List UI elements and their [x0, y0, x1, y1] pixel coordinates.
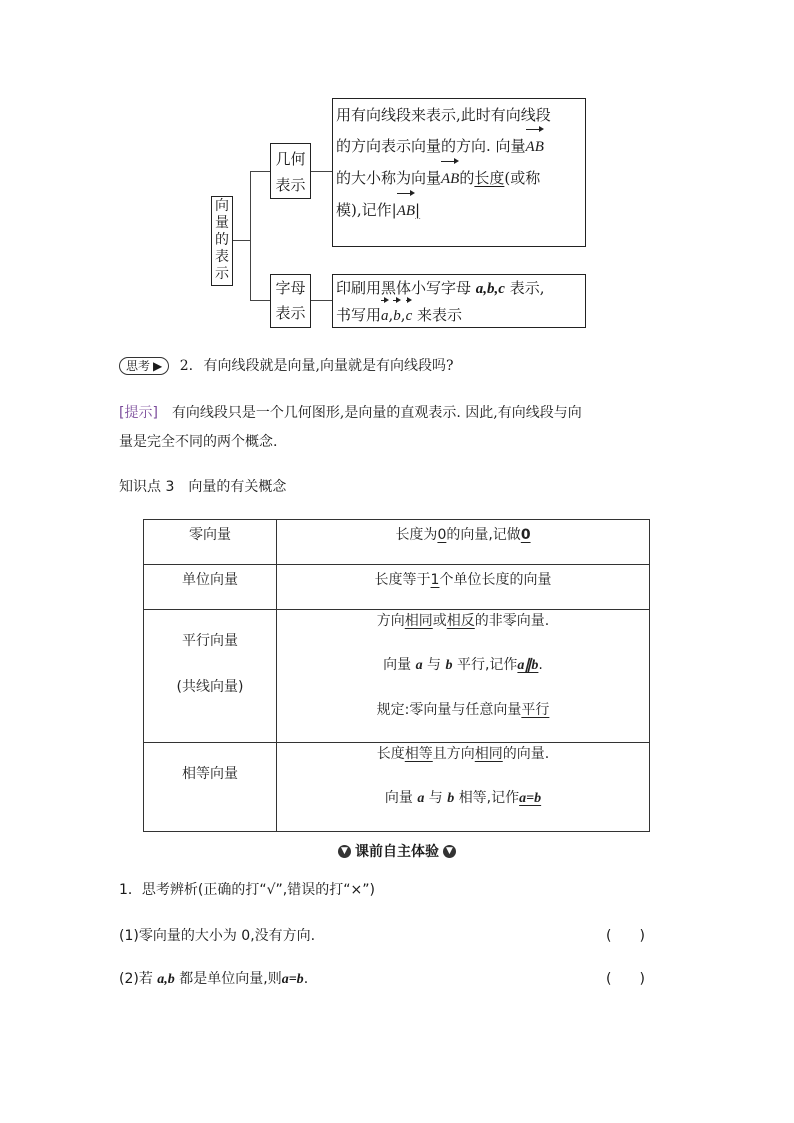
- answer-paren[interactable]: ( ): [606, 971, 645, 987]
- table-row: [144, 610, 650, 743]
- exercise-intro: 1．思考辨析(正确的打“√”,错误的打“×”): [119, 882, 375, 898]
- think-number: 2.: [179, 358, 194, 374]
- section-title: 知识点 3 向量的有关概念: [119, 479, 287, 495]
- banner-title: 课前自主体验: [355, 844, 439, 860]
- connector: [250, 300, 270, 301]
- concept-name: 单位向量: [144, 565, 277, 610]
- geo-line: 的大小称为向量AB的长度(或称: [336, 163, 585, 195]
- hint-tag: [提示]: [119, 405, 158, 421]
- connector: [311, 300, 332, 301]
- concepts-table: [143, 519, 650, 832]
- answer-paren[interactable]: ( ): [606, 928, 645, 944]
- connector: [311, 171, 332, 172]
- concept-name: 平行向量 (共线向量): [144, 610, 277, 743]
- letter-content-box: [332, 274, 586, 328]
- connector: [250, 171, 270, 172]
- vector-ab: AB: [441, 164, 459, 195]
- connector: [233, 240, 250, 241]
- vector-ab: AB: [397, 196, 415, 227]
- chevron-down-icon: ▼: [338, 845, 351, 858]
- chevron-down-icon: ▼: [443, 845, 456, 858]
- hint-line: [提示] 有向线段只是一个几何图形,是向量的直观表示. 因此,有向线段与向: [119, 405, 582, 421]
- exercise-q2: (2)若 a,b 都是单位向量,则a=b.: [119, 971, 309, 987]
- think-question: 有向线段就是向量,向量就是有向线段吗?: [203, 358, 454, 374]
- table-row: [144, 743, 650, 832]
- concept-desc: 长度为0的向量,记做0: [277, 520, 650, 565]
- table-row: [144, 565, 650, 610]
- geo-label-line: 几何: [275, 150, 306, 168]
- concept-desc: 长度相等且方向相同的向量. 向量 a 与 b 相等,记作a=b: [277, 743, 650, 832]
- concept-name: 零向量: [144, 520, 277, 565]
- geo-line: 的方向表示向量的方向. 向量AB: [336, 131, 585, 163]
- letter-line: 印刷用黑体小写字母 a,b,c 表示,: [336, 279, 545, 297]
- vector-ab: AB: [526, 132, 544, 163]
- connector: [250, 171, 251, 301]
- concept-desc: 长度等于1个单位长度的向量: [277, 565, 650, 610]
- letter-label-box: [270, 274, 311, 328]
- geo-label-line: 表示: [275, 176, 306, 194]
- hint-paragraph: [119, 399, 679, 457]
- think-row: [119, 356, 453, 376]
- concept-desc: 方向相同或相反的非零向量. 向量 a 与 b 平行,记作a∥b. 规定:零向量与任意向量平行: [277, 610, 650, 743]
- think-badge: 思考 ▶: [119, 357, 169, 375]
- geo-line: 用有向线段来表示,此时有向线段: [336, 106, 551, 124]
- letter-label-line: 表示: [275, 304, 306, 322]
- letter-label-line: 字母: [275, 279, 306, 297]
- geo-label-box: [270, 143, 311, 199]
- letter-line: 书写用a,b,c 来表示: [336, 302, 585, 329]
- geo-line: 模),记作|AB|: [336, 195, 585, 227]
- length-term: 长度: [474, 169, 505, 187]
- exercise-q1: (1)零向量的大小为 0,没有方向.: [119, 928, 316, 944]
- table-row: [144, 520, 650, 565]
- hint-line: 量是完全不同的两个概念.: [119, 434, 278, 450]
- root-label: 向 量 的 表 示: [215, 198, 229, 282]
- concept-name: 相等向量: [144, 743, 277, 832]
- geo-content-box: [332, 98, 586, 247]
- section-banner: [324, 841, 470, 861]
